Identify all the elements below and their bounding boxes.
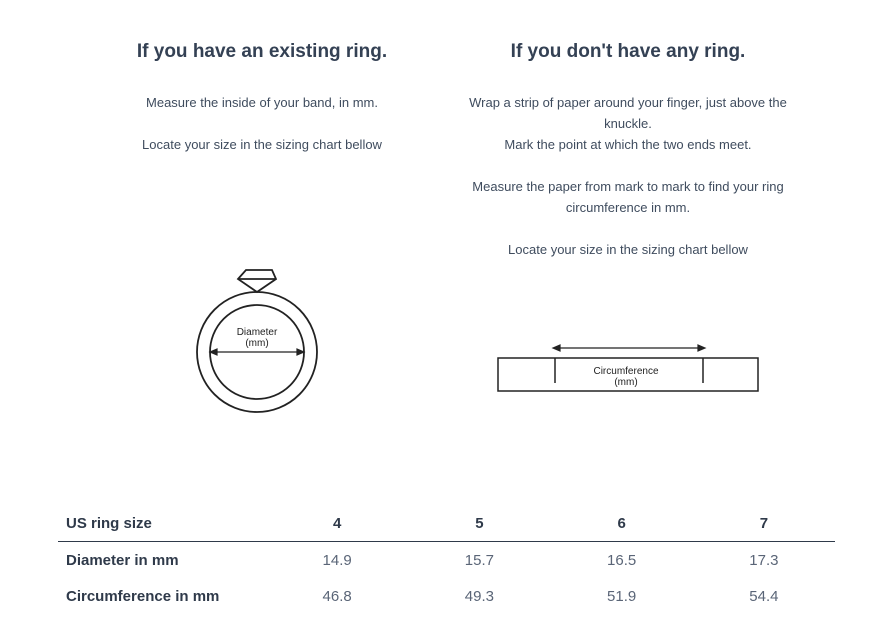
existing-ring-heading: If you have an existing ring. (136, 41, 388, 62)
ring-gem (238, 270, 276, 292)
existing-ring-step-measure: Measure the inside of your band, in mm. (146, 95, 378, 110)
table-cell: 54.4 (749, 587, 779, 605)
circumference-row-label: Circumference in mm (66, 587, 220, 605)
no-ring-heading: If you don't have any ring. (510, 41, 746, 62)
table-cell: 15.7 (464, 551, 494, 569)
existing-ring-step-locate: Locate your size in the sizing chart bellow (142, 137, 382, 152)
circumference-arrow (553, 345, 705, 351)
table-cell: 14.9 (322, 551, 352, 569)
table-cell: 17.3 (749, 551, 779, 569)
table-row (58, 542, 835, 579)
table-cell: 51.9 (607, 587, 637, 605)
us-ring-size-header: US ring size (66, 514, 152, 532)
no-ring-section (458, 38, 798, 281)
table-cell: 16.5 (607, 551, 637, 569)
table-cell: 49.3 (464, 587, 494, 605)
size-column-header: 4 (332, 514, 342, 532)
circumference-label-line1: Circumference (593, 366, 659, 377)
table-cell: 46.8 (322, 587, 352, 605)
diameter-label-line1: Diameter (236, 327, 278, 338)
diameter-row-label: Diameter in mm (66, 551, 179, 569)
table-row (58, 578, 835, 614)
table-header-row (58, 505, 835, 542)
no-ring-step-measure: Measure the paper from mark to mark to find your ring circumference in mm. (472, 179, 784, 215)
ring-diameter-diagram (190, 265, 325, 420)
size-column-header: 5 (475, 514, 484, 532)
existing-ring-section (122, 38, 402, 176)
no-ring-step-wrap: Wrap a strip of paper around your finger, just above the knuckle. (469, 95, 787, 131)
diameter-arrow (210, 349, 304, 355)
no-ring-step-mark: Mark the point at which the two ends meet. (504, 137, 752, 152)
circumference-label-line2: (mm) (614, 377, 638, 388)
size-column-header: 6 (617, 514, 626, 532)
size-column-header: 7 (759, 514, 769, 532)
paper-strip-diagram (490, 335, 770, 400)
diameter-label-line2: (mm) (245, 338, 269, 349)
no-ring-step-locate: Locate your size in the sizing chart bellow (508, 242, 748, 257)
ring-size-table (58, 505, 835, 614)
